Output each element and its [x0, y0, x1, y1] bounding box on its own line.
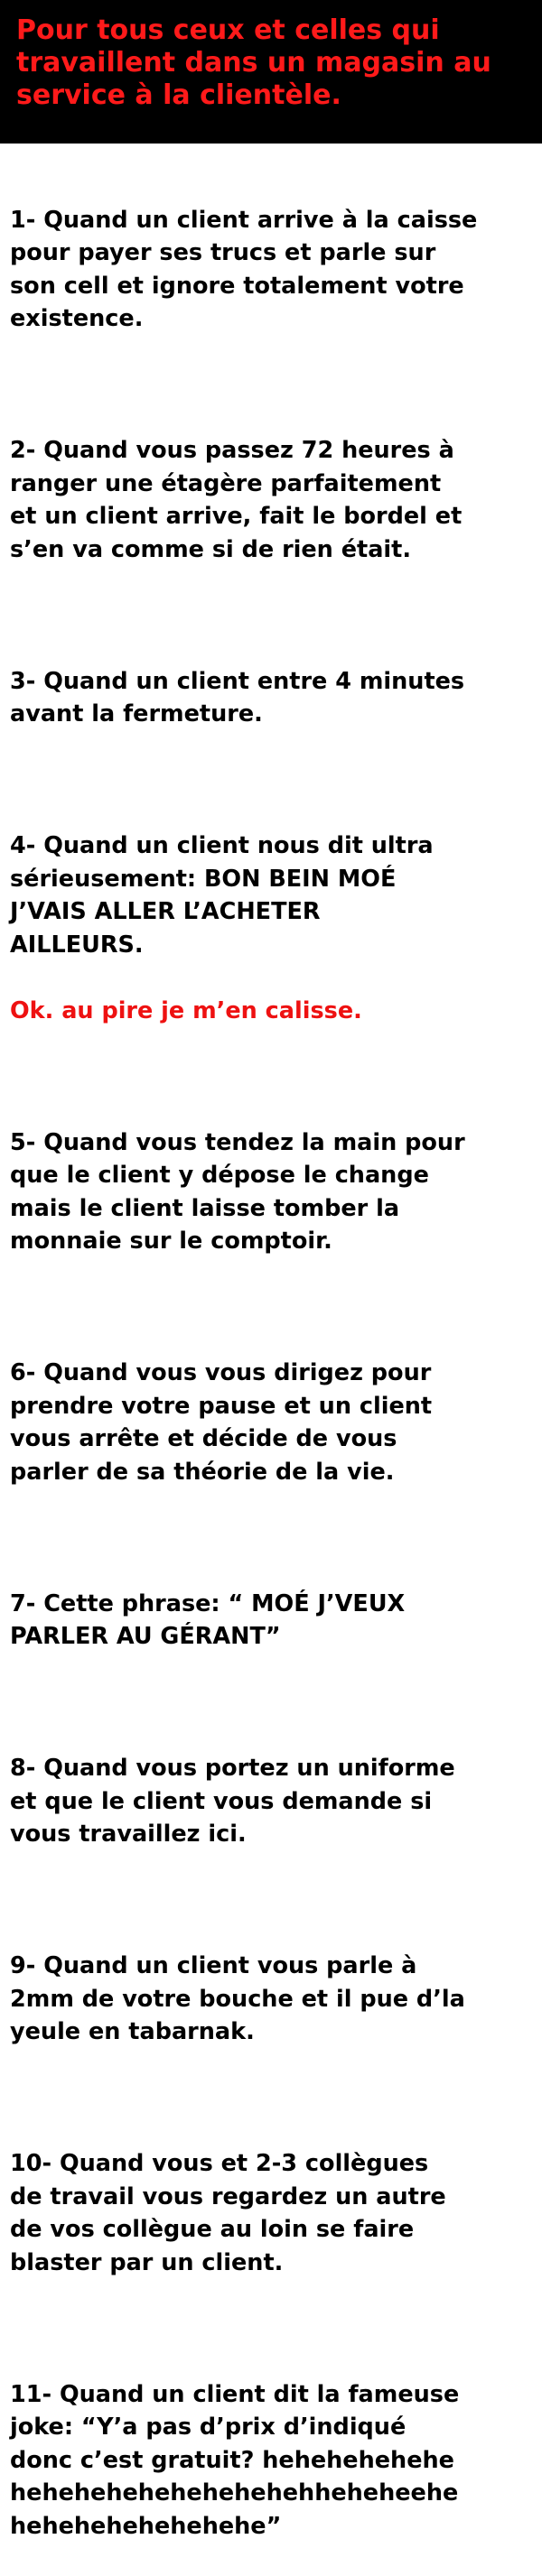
- header-banner: [0, 0, 542, 144]
- list-item-text: 4- Quand un client nous dit ultra sérieusement: BON BEIN MOÉ J’VAIS ALLER L’ACHETER AILLEURS.: [10, 832, 434, 959]
- list-item-2: [10, 402, 542, 599]
- list-item-5: [10, 1093, 542, 1291]
- list-item-text: 3- Quand un client entre 4 minutes avant la fermeture.: [10, 667, 465, 727]
- list-item-text: 5- Quand vous tendez la main pour que le client y dépose le change mais le client laisse tomber la monnaie sur le comptoir.: [10, 1128, 465, 1255]
- list-item-punchline: Ok. au pire je m’en calisse.: [10, 996, 362, 1024]
- list-item-text: 11- Quand un client dit la fameuse joke: “Y’a pas d’prix d’indiqué donc c’est gratuit? hehehehehehe hehehehehehehehehehhehehe​ehe hehehehehehehehe”: [10, 2380, 460, 2540]
- list-item-7: [10, 1554, 542, 1686]
- list-item-11: [10, 2345, 542, 2576]
- list-item-1: [10, 171, 542, 368]
- list-item-6: [10, 1324, 542, 1522]
- list-item-text: 9- Quand un client vous parle à 2mm de votre bouche et il pue d’la yeule en tabarnak.: [10, 1952, 465, 2045]
- list-item-text: 2- Quand vous passez 72 heures à ranger une étagère parfaitement et un client arrive, fait le bordel et s’en va comme si de rien était.: [10, 437, 463, 563]
- complaint-list: [0, 144, 542, 2576]
- list-item-text: 6- Quand vous vous dirigez pour prendre votre pause et un client vous arrête et décide de vous parler de sa théorie de la vie.: [10, 1359, 433, 1486]
- list-item-9: [10, 1917, 542, 2082]
- list-item-4: [10, 797, 542, 1061]
- list-item-text: 7- Cette phrase: “ MOÉ J’VEUX PARLER AU GÉRANT”: [10, 1589, 406, 1650]
- list-item-text: 8- Quand vous portez un uniforme et que le client vous demande si vous travaillez ici.: [10, 1755, 455, 1848]
- list-item-8: [10, 1719, 542, 1885]
- list-item-text: 10- Quand vous et 2-3 collègues de travail vous regardez un autre de vos collègue au loin se faire blaster par un client.: [10, 2150, 446, 2276]
- list-item-3: [10, 632, 542, 764]
- header-title: Pour tous ceux et celles qui travaillent dans un magasin au service à la clientèle.: [16, 14, 491, 111]
- list-item-10: [10, 2115, 542, 2312]
- list-item-text: 1- Quand un client arrive à la caisse pour payer ses trucs et parle sur son cell et ignore totalement votre existence.: [10, 206, 478, 332]
